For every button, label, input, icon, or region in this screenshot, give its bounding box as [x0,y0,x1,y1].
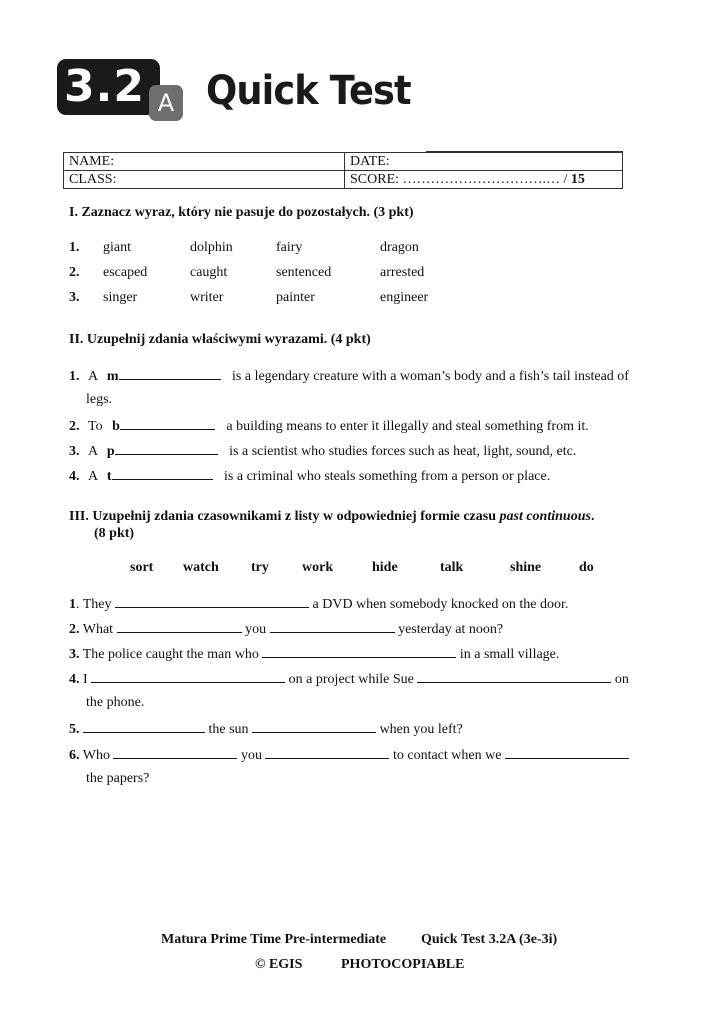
sentence-text: What [82,622,114,637]
sentence-text: on a project while Sue [288,672,414,687]
section-2-heading: II. Uzupełnij zdania właściwymi wyrazami. (4 pkt) [69,332,371,347]
answer-blank[interactable] [83,720,205,733]
answer-blank[interactable] [119,367,221,380]
sentence-text: yesterday at noon? [398,622,504,637]
item-number: 4. [69,469,80,484]
sentence-item [69,645,559,663]
name-field[interactable] [64,153,345,171]
item-number: 5. [69,722,80,737]
answer-blank[interactable] [115,595,309,608]
score-total: 15 [570,172,585,187]
sentence-continuation: the papers? [86,771,150,786]
word-option[interactable]: singer [103,290,138,305]
item-number: 6. [69,748,80,763]
sentence-text: is a scientist who studies forces such as heat, light, sound, etc. [229,444,577,459]
sentence-text: To [88,419,103,434]
sentence-text: A [88,469,98,484]
answer-blank[interactable] [270,620,395,633]
sentence-text: when you left? [379,722,463,737]
sentence-text: A [88,444,98,459]
verb-option: hide [372,560,398,575]
sentence-text: on [614,672,629,687]
sentence-item [69,670,629,688]
item-number: 3. [69,444,80,459]
first-letter-hint: p [106,444,115,459]
first-letter-hint: m [106,369,119,384]
item-number: 1. [69,240,80,255]
sentence-item [69,467,550,485]
footer-test-code: Quick Test 3.2A (3e-3i) [421,932,558,947]
sentence-text: . [76,597,83,612]
word-option[interactable]: caught [190,265,228,280]
verb-option: try [251,560,269,575]
footer-copyright: © EGIS [255,957,303,972]
class-field[interactable] [64,171,345,189]
sentence-text: in a small village. [459,647,560,662]
word-option[interactable]: sentenced [276,265,332,280]
date-label: DATE: [350,154,390,169]
word-option[interactable]: dolphin [190,240,233,255]
first-letter-hint: b [112,419,120,434]
date-field[interactable] [345,153,623,171]
answer-blank[interactable] [117,620,242,633]
sentence-continuation: legs. [86,392,113,407]
answer-blank[interactable] [91,670,285,683]
class-label: CLASS: [69,172,117,187]
unit-letter: A [149,85,183,121]
word-option[interactable]: giant [103,240,131,255]
sentence-text: the sun [208,722,249,737]
section-3-heading [69,509,594,525]
name-label: NAME: [69,154,115,169]
sentence-text: Who [82,748,110,763]
answer-blank[interactable] [112,467,213,480]
sentence-text: The police caught the man who [82,647,259,662]
sentence-item [69,620,503,638]
word-option[interactable]: fairy [276,240,303,255]
sentence-text: is a criminal who steals something from a person or place. [224,469,551,484]
sentence-item [69,746,629,764]
item-number: 2. [69,419,80,434]
word-option[interactable]: dragon [380,240,419,255]
verb-option: work [302,560,334,575]
sentence-item [69,442,576,460]
score-field[interactable] [345,171,623,189]
sentence-text: They [82,597,112,612]
first-letter-hint: t [106,469,112,484]
item-number: 1. [69,369,80,384]
verb-option: shine [510,560,542,575]
item-number: 2. [69,265,80,280]
answer-blank[interactable] [113,746,237,759]
heading-text: III. Uzupełnij zdania czasownikami z listy w odpowiedniej formie czasu [69,509,496,524]
item-number: 2. [69,622,80,637]
word-option[interactable]: painter [276,290,315,305]
sentence-text: a building means to enter it illegally and steal something from it. [226,419,589,434]
footer-photocopiable: PHOTOCOPIABLE [341,957,465,972]
item-number: 3. [69,290,80,305]
section-1-heading: I. Zaznacz wyraz, który nie pasuje do pozostałych. (3 pkt) [69,205,414,220]
section-3-points: (8 pkt) [94,526,135,541]
sentence-text: you [245,622,267,637]
answer-blank[interactable] [262,645,456,658]
page-title: Quick Test [206,68,411,114]
sentence-item [69,367,629,385]
item-number: 3. [69,647,80,662]
word-option[interactable]: arrested [380,265,425,280]
verb-option: do [579,560,594,575]
sentence-item [69,417,589,435]
footer-book-title: Matura Prime Time Pre-intermediate [161,932,387,947]
verb-option: talk [440,560,464,575]
score-label: SCORE: ………………………….… / [350,172,568,187]
sentence-text: A [88,369,98,384]
unit-number: 3.2 [64,61,145,112]
sentence-item [69,595,568,613]
sentence-text: you [240,748,262,763]
word-option[interactable]: engineer [380,290,429,305]
answer-blank[interactable] [417,670,611,683]
sentence-text: is a legendary creature with a woman’s body and a fish’s tail instead of [232,369,629,384]
answer-blank[interactable] [120,417,215,430]
answer-blank[interactable] [252,720,376,733]
answer-blank[interactable] [115,442,218,455]
answer-blank[interactable] [265,746,389,759]
answer-blank[interactable] [505,746,629,759]
student-info-table [63,152,623,189]
word-option[interactable]: writer [190,290,224,305]
word-option[interactable]: escaped [103,265,148,280]
sentence-item [69,720,463,738]
sentence-text: a DVD when somebody knocked on the door. [312,597,569,612]
sentence-text: I [83,672,88,687]
item-number: 1 [69,597,76,612]
sentence-continuation: the phone. [86,695,145,710]
item-number: 4. [69,672,80,687]
sentence-text: to contact when we [392,748,502,763]
heading-period: . [590,509,595,524]
heading-tense: past continuous [499,509,591,524]
verb-option: sort [130,560,154,575]
verb-option: watch [183,560,219,575]
